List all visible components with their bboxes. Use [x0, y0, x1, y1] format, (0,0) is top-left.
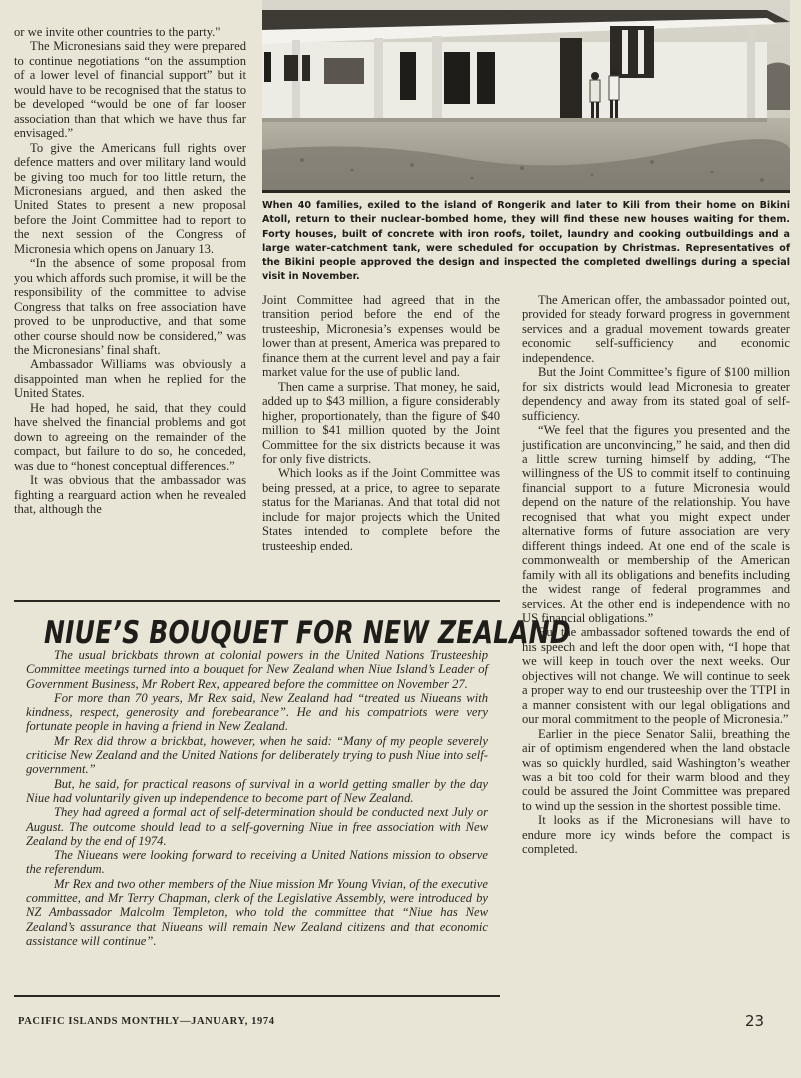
paragraph: Earlier in the piece Senator Salii, breathing the air of optimism engendered when the land obstacle was so quickly hurdled, said Washington’s weather was a bit too cold for their warm blood and they could be assured the Joint Committee was prepared to wind up the session in the shortest possible time. [522, 726, 790, 813]
paragraph: But the ambassador softened towards the end of his speech and left the door open with, “I hope that we will keep in touch over the next weeks. Our objectives will not change. We will continue to seek a proper way to end our trusteeship over the TTPI in a manner consistent with our legal obligations and our moral commitment to the people of Micronesia.” [522, 625, 790, 727]
paragraph: For more than 70 years, Mr Rex said, New Zealand had “treated us Niueans with kindness, respect, generosity and forebearance”. He and his compatriots were very fortunate people in having a friend in New Zealand. [26, 690, 488, 734]
paragraph: The Niueans were looking forward to receiving a United Nations mission to observe the referendum. [26, 848, 488, 877]
paragraph: Mr Rex did throw a brickbat, however, when he said: “Many of my people severely criticise New Zealand and the United Nations for deliberately trying to push Niue into self-government.” [26, 733, 488, 777]
paragraph: It was obvious that the ambassador was fighting a rearguard action when he revealed that, although the [14, 473, 246, 516]
niue-headline: NIUE’S BOUQUET FOR NEW ZEALAND [44, 614, 571, 651]
paragraph: Ambassador Williams was obviously a disappointed man when he replied for the United States. [14, 357, 246, 401]
paragraph: “We feel that the figures you presented and the justification are unconvincing,” he said, and then did a little screw turning himself by adding, “The willingness of the US to commit itself to continuing financial support to a future Micronesia would depend on the nature of the relationship. You have recognised that what you might expect under alternative forms of future association are very different things indeed. At one end of the scale is commonwealth or membership of the American family with all its obligations and benefits including the widest range of federal programmes and services. At the other end is independence with no US financial obligations.” [522, 423, 790, 625]
paragraph: The American offer, the ambassador pointed out, provided for steady forward progress in government services and a gradual movement towards greater economic self-sufficiency and economic independence. [522, 293, 790, 365]
bikini-houses-photo [262, 0, 790, 193]
paragraph: “In the absence of some proposal from you which affords such promise, it will be the responsibility of the committee to advise Congress that talks on free association have proved to be unproductive, and that some other course should now be considered,” was the Micronesians’ final shaft. [14, 256, 246, 357]
niue-story [26, 648, 488, 948]
middle-column-article [262, 293, 500, 553]
divider-rule [14, 995, 500, 997]
left-column-article [14, 25, 246, 516]
paragraph: Mr Rex and two other members of the Niue mission Mr Young Vivian, of the executive committee, and Mr Terry Chapman, clerk of the Legislative Assembly, were introduced by NZ Ambassador Malcolm Templeton, who told the committee that “Niue has New Zealand’s assurance that Niueans will remain New Zealand citizens and that economic assistance will continue”. [26, 876, 488, 948]
right-column-article [522, 293, 790, 857]
publication-footer: PACIFIC ISLANDS MONTHLY—JANUARY, 1974 [18, 1016, 275, 1027]
paragraph: They had agreed a formal act of self-determination should be conducted next July or August. The outcome should lead to a self-governing Niue in free association with New Zealand by the end of 1974. [26, 805, 488, 848]
paragraph: Then came a surprise. That money, he said, added up to $43 million, a figure considerably higher, proportionately, than the figure of $40 million to $41 million quoted by the Joint Committee for the six districts because it was for only five districts. [262, 379, 500, 466]
paragraph: But, he said, for practical reasons of survival in a world getting smaller by the day Niue had voluntarily given up independence to become part of New Zealand. [26, 776, 488, 805]
page-number: 23 [745, 1012, 765, 1030]
paragraph: or we invite other countries to the party." [14, 25, 221, 39]
paragraph: Which looks as if the Joint Committee was being pressed, at a price, to agree to separate status for the Marianas. And that total did not include for major projects which the United States intended to complete before the trusteeship ended. [262, 466, 500, 553]
paragraph: To give the Americans full rights over defence matters and over military land would be giving too much for too little return, the Micronesians argued, and then asked the United States to present a new proposal before the Joint Committee had to report to the next session of the Congress of Micronesia which opens on January 13. [14, 140, 246, 256]
divider-rule [14, 600, 500, 602]
paragraph: The Micronesians said they were prepared to continue negotiations “on the assumption of a lower level of financial support” but it would have to be recognised that the status to be developed “would be one of far looser association than that which we have thus far envisaged.” [14, 39, 246, 141]
paragraph: The usual brickbats thrown at colonial powers in the United Nations Trusteeship Committee meetings turned into a bouquet for New Zealand when Niue Island’s Leader of Government Business, Mr Robert Rex, appeared before the committee on November 27. [26, 648, 488, 691]
paragraph: He had hoped, he said, that they could have shelved the financial problems and got down to agreeing on the remainder of the compact, but failure to do so, he conceded, was due to “honest conceptual differences.” [14, 400, 246, 473]
paragraph: It looks as if the Micronesians will have to endure more icy winds before the compact is completed. [522, 813, 790, 857]
paragraph: Joint Committee had agreed that in the transition period before the end of the trusteeship, Micronesia’s expenses would be lower than at present, America was prepared to finance them at the current level and pay a fair market value for the use of public land. [262, 293, 500, 380]
paragraph: But the Joint Committee’s figure of $100 million for six districts would lead Micronesia to greater dependency and away from its stated goal of self-sufficiency. [522, 365, 790, 423]
photo-caption: When 40 families, exiled to the island of Rongerik and later to Kili from their home on Bikini Atoll, return to their nuclear-bombed home, they will find these new houses waiting for them. Forty houses, built of concrete with iron roofs, toilet, laundry and cooking outbuildings and a large water-catchment tank, were scheduled for occupation by Christmas. Representatives of the Bikini people approved the design and inspected the completed dwellings during a special visit in November. [262, 200, 790, 283]
